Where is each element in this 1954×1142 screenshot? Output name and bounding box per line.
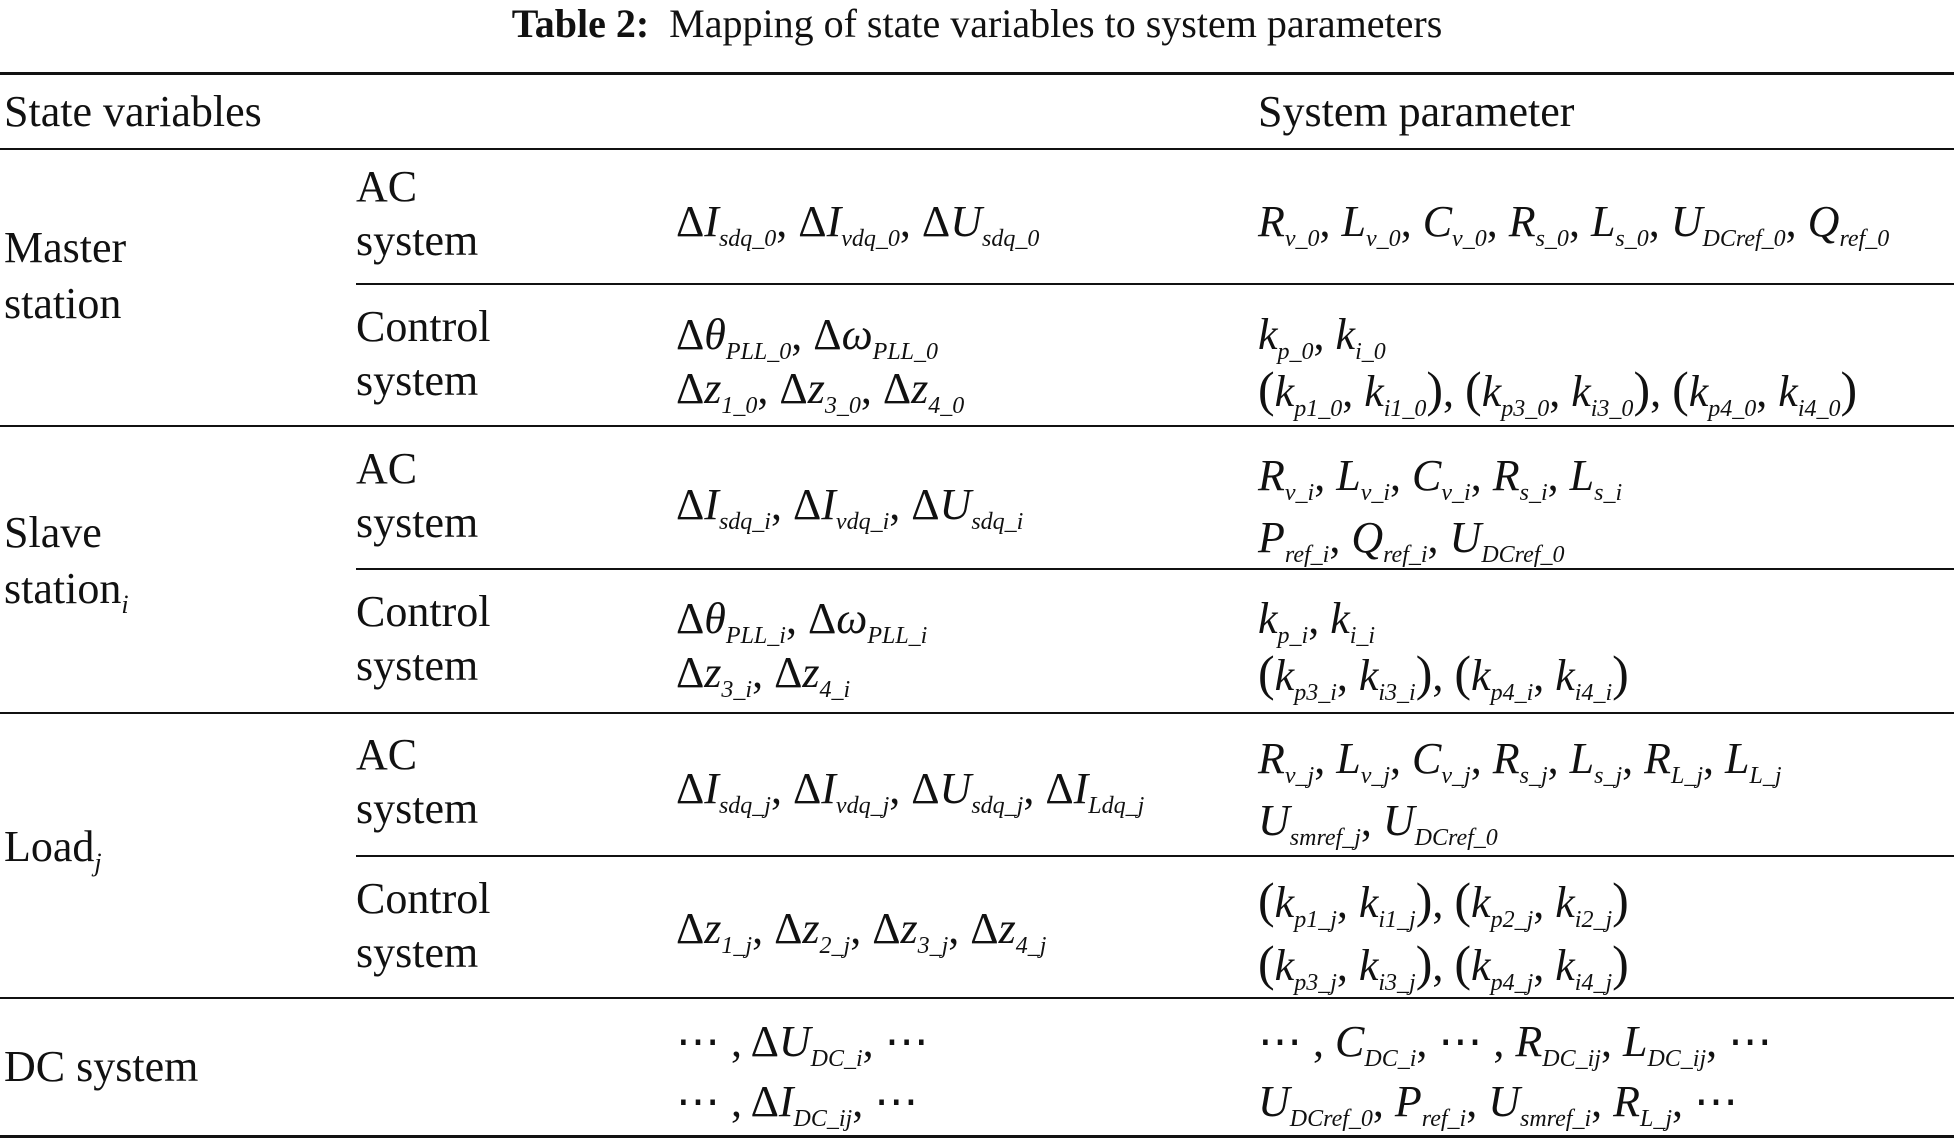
load-ac-vars: $\Delta I_{sdq\_j}$, $\Delta I_{vdq\_j}$, $\Delta U_{sdq\_j}$, $\Delta I_{Ldq\_j}$: [676, 764, 1145, 819]
master-control-vars-line1: $\Delta\theta_{PLL\_0}$, $\Delta\omega_{PLL\_0}$: [676, 310, 939, 365]
slave-ac-subsystem: [356, 442, 478, 550]
dc-vars-line2: ⋯ , $\Delta I_{DC\_ij}$, ⋯: [676, 1077, 919, 1132]
slave-ac-params-line1: $R_{v\_i}$, $L_{v\_i}$, $C_{v\_i}$, $R_{s\_i}$, $L_{s\_i}$: [1258, 451, 1623, 506]
slave-ac-params: [1258, 445, 1622, 569]
master-ac-vars: $\Delta I_{sdq\_0}$, $\Delta I_{vdq\_0}$, $\Delta U_{sdq\_0}$: [676, 197, 1040, 252]
ac-label-line1: AC: [356, 444, 418, 493]
ac-label-line1: AC: [356, 730, 418, 779]
master-control-params-line1: $k_{p\_0}$, $k_{i\_0}$: [1258, 310, 1386, 365]
load-ac-params: [1258, 728, 1782, 852]
slave-control-params-line2: ($k_{p3\_i}$, $k_{i3\_i}$), ($k_{p4\_i}$, $k_{i4\_i}$): [1258, 645, 1629, 706]
slave-control-subsystem: [356, 585, 490, 693]
slave-label-line1: Slave: [4, 508, 102, 557]
master-ac-subsystem: [356, 160, 478, 268]
master-control-subsystem: [356, 300, 490, 408]
dc-params: [1258, 1012, 1772, 1132]
control-label-line1: Control: [356, 587, 491, 636]
control-label-line1: Control: [356, 874, 491, 923]
load-control-subsystem: [356, 872, 490, 980]
slave-end-rule: [0, 712, 1954, 714]
dc-params-line2: $U_{DCref\_0}$, $P_{ref\_i}$, $U_{smref\_i}$, $R_{L\_j}$, ⋯: [1258, 1077, 1739, 1132]
load-control-vars: $\Delta z_{1\_j}$, $\Delta z_{2\_j}$, $\Delta z_{3\_j}$, $\Delta z_{4\_j}$: [676, 904, 1047, 959]
top-rule: [0, 72, 1954, 75]
table-caption: [0, 0, 1954, 50]
load-end-rule: [0, 997, 1954, 999]
bottom-rule: [0, 1135, 1954, 1138]
control-label-line2: system: [356, 356, 479, 405]
group-load: Load$_j$: [4, 822, 102, 877]
slave-mid-rule: [356, 568, 1954, 570]
control-label-line2: system: [356, 928, 479, 977]
control-label-line1: Control: [356, 302, 491, 351]
master-end-rule: [0, 425, 1954, 427]
group-slave-station: [4, 505, 129, 617]
table-label: Table 2:: [511, 1, 650, 46]
dc-params-line1: ⋯ , $C_{DC\_i}$, ⋯ , $R_{DC\_ij}$, $L_{DC\_ij}$, ⋯: [1258, 1017, 1773, 1072]
slave-control-vars: [676, 592, 928, 703]
load-control-params-line1: ($k_{p1\_j}$, $k_{i1\_j}$), ($k_{p2\_j}$, $k_{i2\_j}$): [1258, 872, 1629, 933]
header-state-variables: State variables: [4, 87, 262, 136]
control-label-line2: system: [356, 641, 479, 690]
table-title: Mapping of state variables to system parameters: [669, 1, 1443, 46]
header-system-parameter: System parameter: [1258, 87, 1575, 136]
load-ac-subsystem: [356, 728, 478, 836]
master-control-vars-line2: $\Delta z_{1\_0}$, $\Delta z_{3\_0}$, $\Delta z_{4\_0}$: [676, 364, 965, 419]
master-label-line1: Master: [4, 223, 127, 272]
slave-control-params: [1258, 592, 1629, 706]
slave-control-vars-line1: $\Delta\theta_{PLL\_i}$, $\Delta\omega_{PLL\_i}$: [676, 594, 928, 649]
load-mid-rule: [356, 855, 1954, 857]
ac-label-line2: system: [356, 216, 479, 265]
slave-ac-vars: $\Delta I_{sdq\_i}$, $\Delta I_{vdq\_i}$, $\Delta U_{sdq\_i}$: [676, 480, 1024, 535]
dc-vars-line1: ⋯ , $\Delta U_{DC\_i}$, ⋯: [676, 1017, 929, 1072]
load-control-params: [1258, 870, 1629, 996]
master-control-params: [1258, 308, 1858, 422]
group-dc-system: DC system: [4, 1042, 199, 1091]
slave-label-line2: station$_i$: [4, 564, 129, 619]
master-control-vars: [676, 308, 965, 419]
master-mid-rule: [356, 283, 1954, 285]
group-master-station: [4, 220, 126, 332]
master-ac-params: $R_{v\_0}$, $L_{v\_0}$, $C_{v\_0}$, $R_{s\_0}$, $L_{s\_0}$, $U_{DCref\_0}$, $Q_{ref\_0}$: [1258, 197, 1890, 252]
master-label-line2: station: [4, 279, 122, 328]
header-rule: [0, 148, 1954, 150]
ac-label-line2: system: [356, 784, 479, 833]
load-ac-params-line1: $R_{v\_j}$, $L_{v\_j}$, $C_{v\_j}$, $R_{s\_j}$, $L_{s\_j}$, $R_{L\_j}$, $L_{L\_j}$: [1258, 734, 1782, 789]
ac-label-line1: AC: [356, 162, 418, 211]
load-control-params-line2: ($k_{p3\_j}$, $k_{i3\_j}$), ($k_{p4\_j}$, $k_{i4\_j}$): [1258, 935, 1629, 996]
dc-vars: [676, 1012, 929, 1132]
slave-control-vars-line2: $\Delta z_{3\_i}$, $\Delta z_{4\_i}$: [676, 648, 851, 703]
ac-label-line2: system: [356, 498, 479, 547]
slave-control-params-line1: $k_{p\_i}$, $k_{i\_i}$: [1258, 594, 1376, 649]
master-control-params-line2: ($k_{p1\_0}$, $k_{i1\_0}$), ($k_{p3\_0}$, $k_{i3\_0}$), ($k_{p4\_0}$, $k_{i4\_0}$): [1258, 361, 1858, 422]
load-ac-params-line2: $U_{smref\_j}$, $U_{DCref\_0}$: [1258, 796, 1498, 851]
slave-ac-params-line2: $P_{ref\_i}$, $Q_{ref\_i}$, $U_{DCref\_0}$: [1258, 513, 1565, 568]
